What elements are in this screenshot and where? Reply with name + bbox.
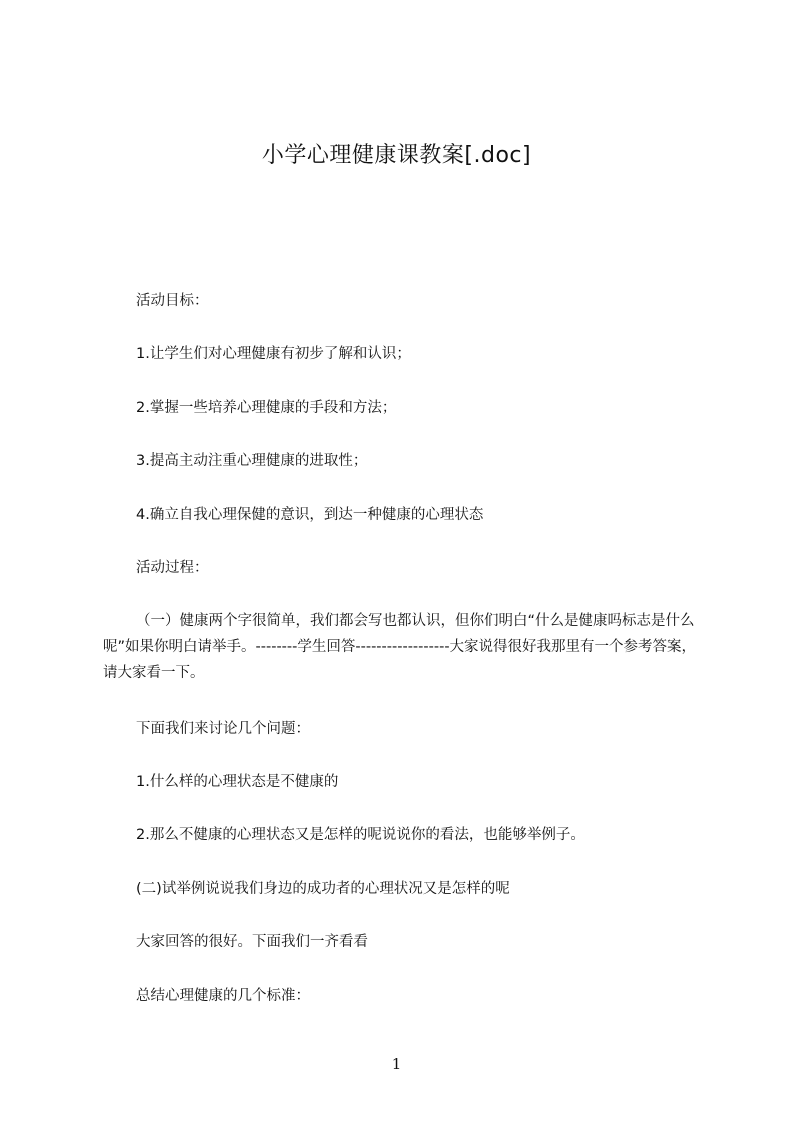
paragraph-question-1: 1.什么样的心理状态是不健康的 [136,774,339,790]
paragraph-together: 大家回答的很好。下面我们一齐看看 [136,934,368,950]
paragraph-process-heading: 活动过程： [136,560,209,576]
paragraph-discussion-heading: 下面我们来讨论几个问题： [136,721,310,737]
paragraph-goal-2: 2.掌握一些培养心理健康的手段和方法； [136,400,397,416]
page-number: 1 [391,1055,402,1073]
paragraph-goal-4: 4.确立自我心理保健的意识，到达一种健康的心理状态 [136,507,484,523]
paragraph-standards-heading: 总结心理健康的几个标准： [136,988,310,1004]
paragraph-process-intro: （一）健康两个字很简单，我们都会写也都认识，但你们明白“什么是健康吗标志是什么呢”如果你明白请举手。--------学生回答------------------大家说得很好我那里有一个参考答案，请大家看一下。 [103,613,697,681]
paragraph-goal-3: 3.提高主动注重心理健康的进取性； [136,453,368,469]
paragraph-question-2: 2.那么不健康的心理状态又是怎样的呢说说你的看法，也能够举例子。 [136,827,585,843]
document-title: 小学心理健康课教案[.doc] [261,143,532,168]
paragraph-section-2: (二)试举例说说我们身边的成功者的心理状况又是怎样的呢 [136,881,510,897]
paragraph-goals-heading: 活动目标： [136,293,209,309]
paragraph-goal-1: 1.让学生们对心理健康有初步了解和认识； [136,346,411,362]
